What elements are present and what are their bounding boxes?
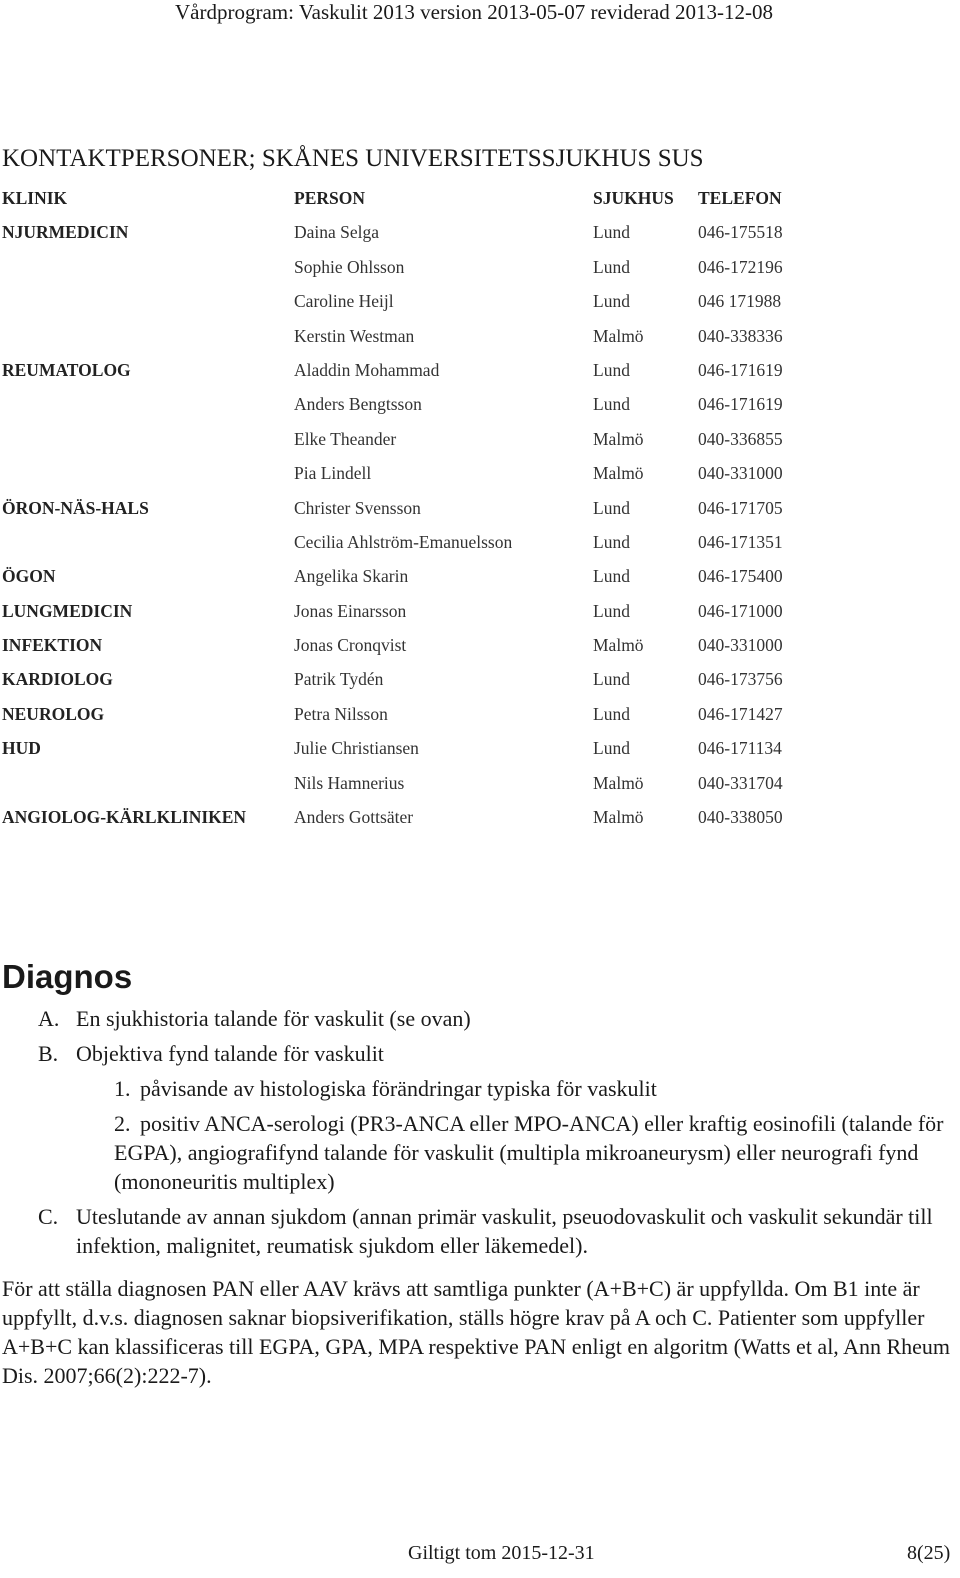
column-header-person: PERSON [294, 188, 365, 208]
contact-row [0, 627, 960, 661]
person-cell: Pia Lindell [294, 463, 372, 484]
telefon-cell: 046-172196 [698, 256, 783, 277]
person-cell: Julie Christiansen [294, 738, 419, 759]
contacts-body [0, 214, 960, 833]
contact-row [0, 455, 960, 489]
criterion-b2 [0, 1109, 960, 1196]
telefon-cell: 046-175400 [698, 566, 783, 587]
person-cell: Anders Bengtsson [294, 394, 422, 415]
sjukhus-cell: Lund [593, 738, 630, 759]
criterion-b1 [0, 1074, 960, 1103]
person-cell: Aladdin Mohammad [294, 359, 440, 380]
klinik-cell: KARDIOLOG [2, 669, 113, 690]
sjukhus-cell: Lund [593, 600, 630, 621]
sjukhus-cell: Lund [593, 256, 630, 277]
contact-row [0, 249, 960, 283]
contact-row [0, 283, 960, 317]
klinik-cell: NEUROLOG [2, 703, 105, 724]
telefon-cell: 046-171351 [698, 531, 783, 552]
criterion-text: positiv ANCA-serologi (PR3-ANCA eller MPO-ANCA) eller kraftig eosinofili (talande för EGPA), angiografifynd talande för vaskulit (multipla mikroaneurysm) eller neurografi fynd (mononeuritis multiplex) [114, 1111, 944, 1194]
footer-validity: Giltigt tom 2015-12-31 [408, 1542, 595, 1564]
telefon-cell: 040-331000 [698, 463, 783, 484]
sjukhus-cell: Lund [593, 222, 630, 243]
telefon-cell: 040-331000 [698, 635, 783, 656]
person-cell: Patrik Tydén [294, 669, 384, 690]
criterion-marker: B. [38, 1041, 59, 1066]
person-cell: Caroline Heijl [294, 291, 394, 312]
contact-row [0, 765, 960, 799]
person-cell: Sophie Ohlsson [294, 256, 405, 277]
telefon-cell: 040-338050 [698, 807, 783, 828]
person-cell: Jonas Einarsson [294, 600, 407, 621]
sjukhus-cell: Malmö [593, 463, 644, 484]
sjukhus-cell: Lund [593, 531, 630, 552]
person-cell: Angelika Skarin [294, 566, 409, 587]
person-cell: Nils Hamnerius [294, 772, 405, 793]
contacts-header-row [0, 180, 960, 214]
telefon-cell: 046-171000 [698, 600, 783, 621]
klinik-cell: ÖRON-NÄS-HALS [2, 497, 149, 518]
person-cell: Daina Selga [294, 222, 380, 243]
contact-row [0, 214, 960, 248]
sjukhus-cell: Malmö [593, 635, 644, 656]
criterion-text: Objektiva fynd talande för vaskulit [76, 1041, 384, 1066]
criterion-marker: A. [38, 1006, 60, 1031]
telefon-cell: 046-171619 [698, 394, 783, 415]
telefon-cell: 040-331704 [698, 772, 783, 793]
klinik-cell: HUD [2, 738, 41, 759]
column-header-telefon: TELEFON [698, 188, 782, 208]
page-header: Vårdprogram: Vaskulit 2013 version 2013-05-07 reviderad 2013-12-08 [175, 0, 773, 24]
criterion-marker: C. [38, 1204, 59, 1229]
sjukhus-cell: Lund [593, 703, 630, 724]
contact-row [0, 318, 960, 352]
klinik-cell: INFEKTION [2, 635, 103, 656]
telefon-cell: 046-171705 [698, 497, 783, 518]
criterion-marker: 1. [114, 1076, 131, 1101]
person-cell: Kerstin Westman [294, 325, 415, 346]
contact-row [0, 421, 960, 455]
telefon-cell: 046-175518 [698, 222, 783, 243]
person-cell: Elke Theander [294, 428, 397, 449]
criterion-a [0, 1004, 960, 1033]
diagnos-title: Diagnos [2, 958, 133, 995]
contact-row [0, 490, 960, 524]
telefon-cell: 046-171134 [698, 738, 782, 759]
telefon-cell: 046 171988 [698, 291, 782, 312]
sjukhus-cell: Malmö [593, 807, 644, 828]
person-cell: Petra Nilsson [294, 703, 388, 724]
sjukhus-cell: Malmö [593, 325, 644, 346]
person-cell: Jonas Cronqvist [294, 635, 407, 656]
criterion-b [0, 1039, 960, 1068]
klinik-cell: LUNGMEDICIN [2, 600, 133, 621]
diagnos-criteria-list [0, 1000, 960, 1260]
sjukhus-cell: Lund [593, 497, 630, 518]
telefon-cell: 040-336855 [698, 428, 783, 449]
klinik-cell: REUMATOLOG [2, 359, 131, 380]
contact-row [0, 730, 960, 764]
contact-row [0, 558, 960, 592]
person-cell: Christer Svensson [294, 497, 421, 518]
contacts-table [0, 180, 960, 833]
column-header-klinik: KLINIK [2, 188, 68, 208]
person-cell: Cecilia Ahlström-Emanuelsson [294, 531, 513, 552]
sjukhus-cell: Lund [593, 669, 630, 690]
sjukhus-cell: Lund [593, 291, 630, 312]
diagnos-paragraph: För att ställa diagnosen PAN eller AAV krävs att samtliga punkter (A+B+C) är uppfyllda. Om B1 inte är uppfyllt, d.v.s. diagnosen saknar biopsiverifikation, ställs högre krav på A och C. Patienter som uppfyller A+B+C kan klassificeras till EGPA, GPA, MPA respektive PAN enligt en algoritm (Watts et al, Ann Rheum Dis. 2007;66(2):222-7). [2, 1276, 951, 1388]
klinik-cell: NJURMEDICIN [2, 222, 129, 243]
contact-row [0, 593, 960, 627]
criterion-c [0, 1202, 960, 1260]
contact-row [0, 799, 960, 833]
sjukhus-cell: Lund [593, 359, 630, 380]
sjukhus-cell: Lund [593, 566, 630, 587]
criterion-text: En sjukhistoria talande för vaskulit (se ovan) [76, 1006, 471, 1031]
criterion-text: Uteslutande av annan sjukdom (annan primär vaskulit, pseuodovaskulit och vaskulit sekundär till infektion, malignitet, reumatisk sjukdom eller läkemedel). [76, 1204, 933, 1258]
contact-row [0, 696, 960, 730]
klinik-cell: ÖGON [2, 566, 56, 587]
sjukhus-cell: Lund [593, 394, 630, 415]
column-header-sjukhus: SJUKHUS [593, 188, 674, 208]
sjukhus-cell: Malmö [593, 428, 644, 449]
contact-row [0, 661, 960, 695]
klinik-cell: ANGIOLOG-KÄRLKLINIKEN [2, 807, 247, 828]
telefon-cell: 046-171427 [698, 703, 783, 724]
contact-row [0, 386, 960, 420]
sjukhus-cell: Malmö [593, 772, 644, 793]
criterion-marker: 2. [114, 1111, 131, 1136]
telefon-cell: 040-338336 [698, 325, 783, 346]
telefon-cell: 046-173756 [698, 669, 783, 690]
footer-page-number: 8(25) [907, 1542, 951, 1564]
contact-row [0, 524, 960, 558]
telefon-cell: 046-171619 [698, 359, 783, 380]
person-cell: Anders Gottsäter [294, 807, 414, 828]
contact-row [0, 352, 960, 386]
criterion-text: påvisande av histologiska förändringar typiska för vaskulit [140, 1076, 657, 1101]
contacts-title: KONTAKTPERSONER; SKÅNES UNIVERSITETSSJUKHUS SUS [2, 145, 704, 172]
